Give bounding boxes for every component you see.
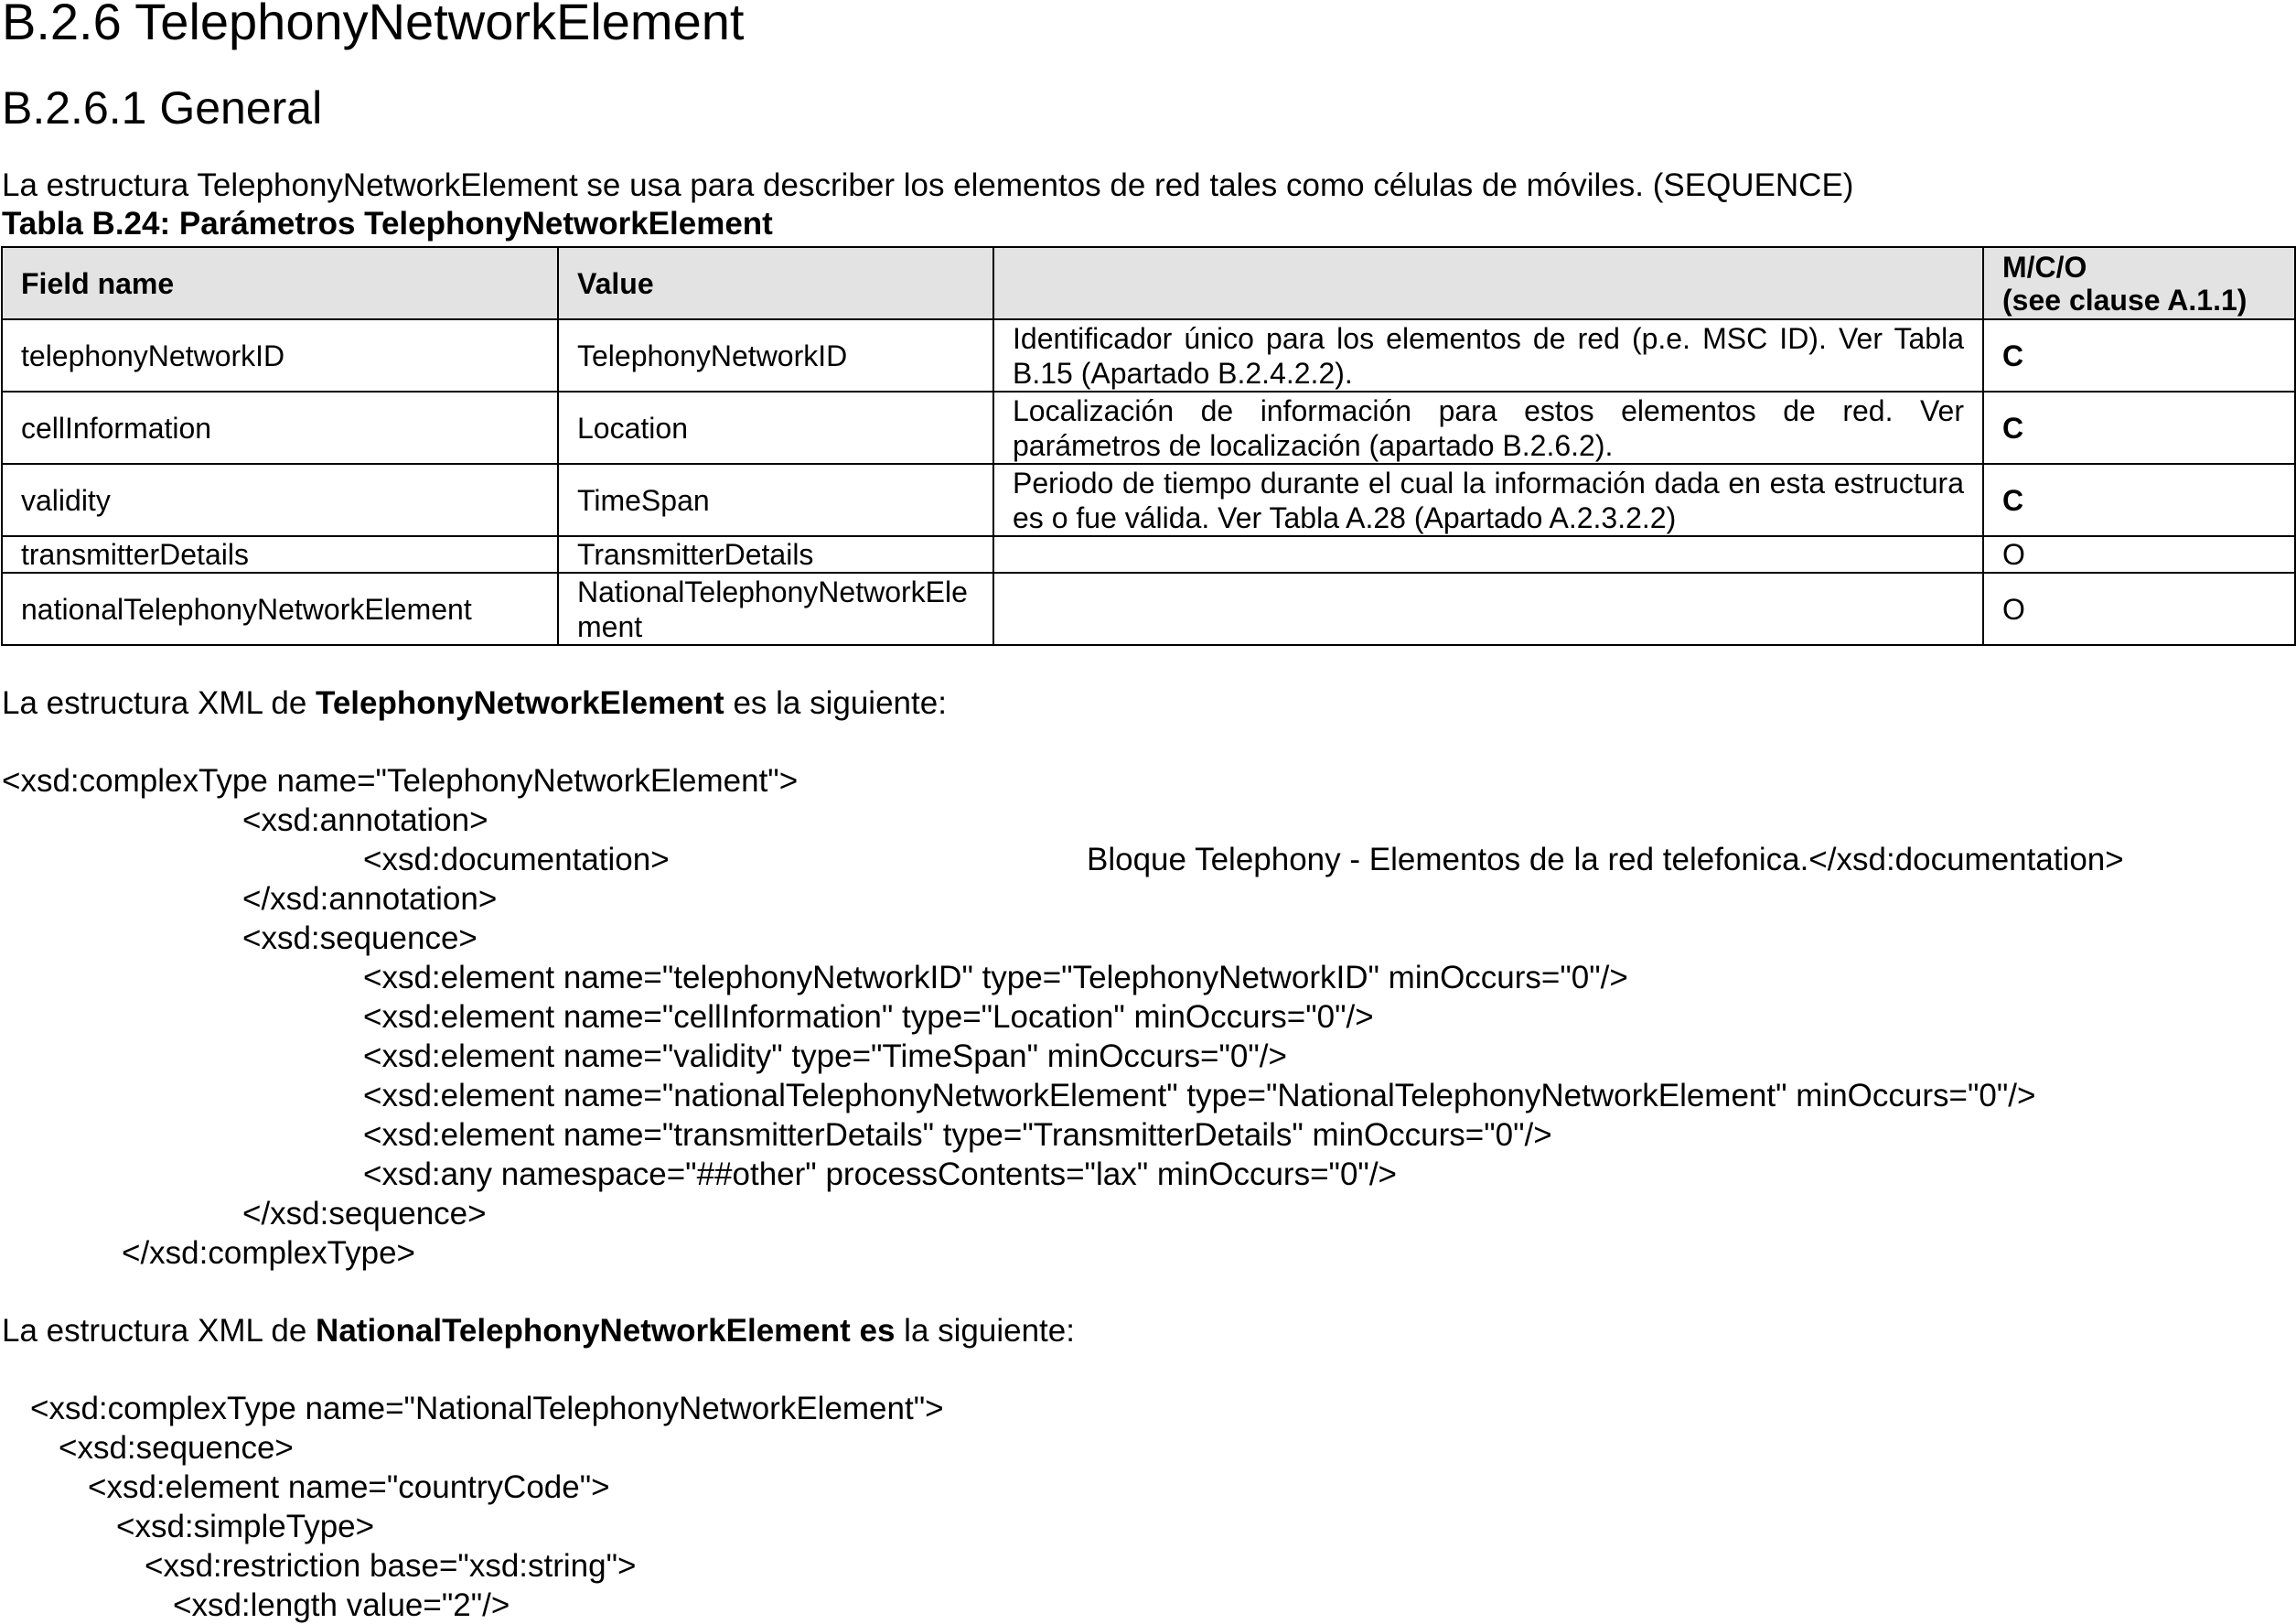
cell-description: Identificador único para los elementos de red (p.e. MSC ID). Ver Tabla B.15 (Apartado B.2.4.2.2). <box>993 319 1983 392</box>
code-line: <xsd:complexType name="TelephonyNetworkElement"> <box>2 763 799 799</box>
code-line: <xsd:element name="telephonyNetworkID" type="TelephonyNetworkID" minOccurs="0"/> <box>363 960 1628 995</box>
code-line: <xsd:documentation> <box>363 842 670 877</box>
xml-intro-prefix: La estructura XML de <box>2 1313 317 1349</box>
xml-intro-suffix: es la siguiente: <box>724 685 947 721</box>
header-description <box>993 247 1983 319</box>
xml-intro-prefix: La estructura XML de <box>2 685 317 721</box>
xml-intro-bold: TelephonyNetworkElement <box>316 685 724 721</box>
cell-value: Location <box>558 392 993 464</box>
cell-description <box>993 573 1983 645</box>
code-line: Bloque Telephony - Elementos de la red telefonica.</xsd:documentation> <box>1087 842 2124 877</box>
cell-field-name: nationalTelephonyNetworkElement <box>2 573 558 645</box>
code-line: <xsd:complexType name="NationalTelephonyNetworkElement"> <box>30 1391 944 1426</box>
header-mco <box>1983 247 2295 319</box>
cell-description <box>993 536 1983 573</box>
code-line: <xsd:element name="nationalTelephonyNetworkElement" type="NationalTelephonyNetworkElement" minOccurs="0"/> <box>363 1078 2036 1113</box>
cell-field-name: cellInformation <box>2 392 558 464</box>
table-row <box>2 464 2295 536</box>
code-line: <xsd:element name="cellInformation" type="Location" minOccurs="0"/> <box>363 999 1374 1035</box>
code-line: <xsd:restriction base="xsd:string"> <box>145 1548 637 1584</box>
subsection-heading: B.2.6.1 General <box>2 82 323 134</box>
header-mco-line2: (see clause A.1.1) <box>2002 283 2248 317</box>
table-row <box>2 392 2295 464</box>
code-line: </xsd:complexType> <box>122 1235 415 1271</box>
cell-value: TimeSpan <box>558 464 993 536</box>
cell-value: TelephonyNetworkID <box>558 319 993 392</box>
table-row <box>2 319 2295 392</box>
cell-mco: C <box>1983 464 2295 536</box>
header-mco-line1: M/C/O <box>2002 250 2087 284</box>
table-caption: Tabla B.24: Parámetros TelephonyNetworkElement <box>2 206 773 242</box>
code-line: </xsd:annotation> <box>242 881 498 917</box>
xml-intro-paragraph <box>2 1313 1075 1350</box>
cell-description: Localización de información para estos elementos de red. Ver parámetros de localización (apartado B.2.6.2). <box>993 392 1983 464</box>
code-line: <xsd:sequence> <box>242 920 477 956</box>
cell-field-name: telephonyNetworkID <box>2 319 558 392</box>
cell-field-name: transmitterDetails <box>2 536 558 573</box>
cell-field-name: validity <box>2 464 558 536</box>
table-header-row <box>2 247 2295 319</box>
cell-value: NationalTelephonyNetworkElement <box>558 573 993 645</box>
code-line: <xsd:element name="countryCode"> <box>88 1469 610 1505</box>
intro-paragraph: La estructura TelephonyNetworkElement se usa para describer los elementos de red tales como células de móviles. (SEQUENCE) <box>2 167 1854 203</box>
xml-intro-bold: NationalTelephonyNetworkElement es <box>316 1313 896 1349</box>
code-line: <xsd:element name="validity" type="TimeSpan" minOccurs="0"/> <box>363 1038 1287 1074</box>
section-heading: B.2.6 TelephonyNetworkElement <box>2 0 745 50</box>
xml-intro-paragraph <box>2 685 947 722</box>
code-line: <xsd:length value="2"/> <box>173 1587 510 1623</box>
code-line: <xsd:annotation> <box>242 802 488 838</box>
code-line: <xsd:sequence> <box>59 1430 294 1466</box>
header-field-name: Field name <box>2 247 558 319</box>
xml-intro-suffix: la siguiente: <box>895 1313 1075 1349</box>
cell-value: TransmitterDetails <box>558 536 993 573</box>
cell-mco: C <box>1983 392 2295 464</box>
code-line: <xsd:any namespace="##other" processContents="lax" minOccurs="0"/> <box>363 1156 1397 1192</box>
code-line: <xsd:simpleType> <box>116 1509 375 1544</box>
parameters-table <box>1 246 2296 646</box>
code-line: <xsd:element name="transmitterDetails" type="TransmitterDetails" minOccurs="0"/> <box>363 1117 1552 1153</box>
cell-mco: C <box>1983 319 2295 392</box>
cell-mco: O <box>1983 536 2295 573</box>
table-row <box>2 573 2295 645</box>
cell-description: Periodo de tiempo durante el cual la información dada en esta estructura es o fue válida. Ver Tabla A.28 (Apartado A.2.3.2.2) <box>993 464 1983 536</box>
cell-mco: O <box>1983 573 2295 645</box>
table-row <box>2 536 2295 573</box>
code-line: </xsd:sequence> <box>242 1196 487 1231</box>
header-value: Value <box>558 247 993 319</box>
